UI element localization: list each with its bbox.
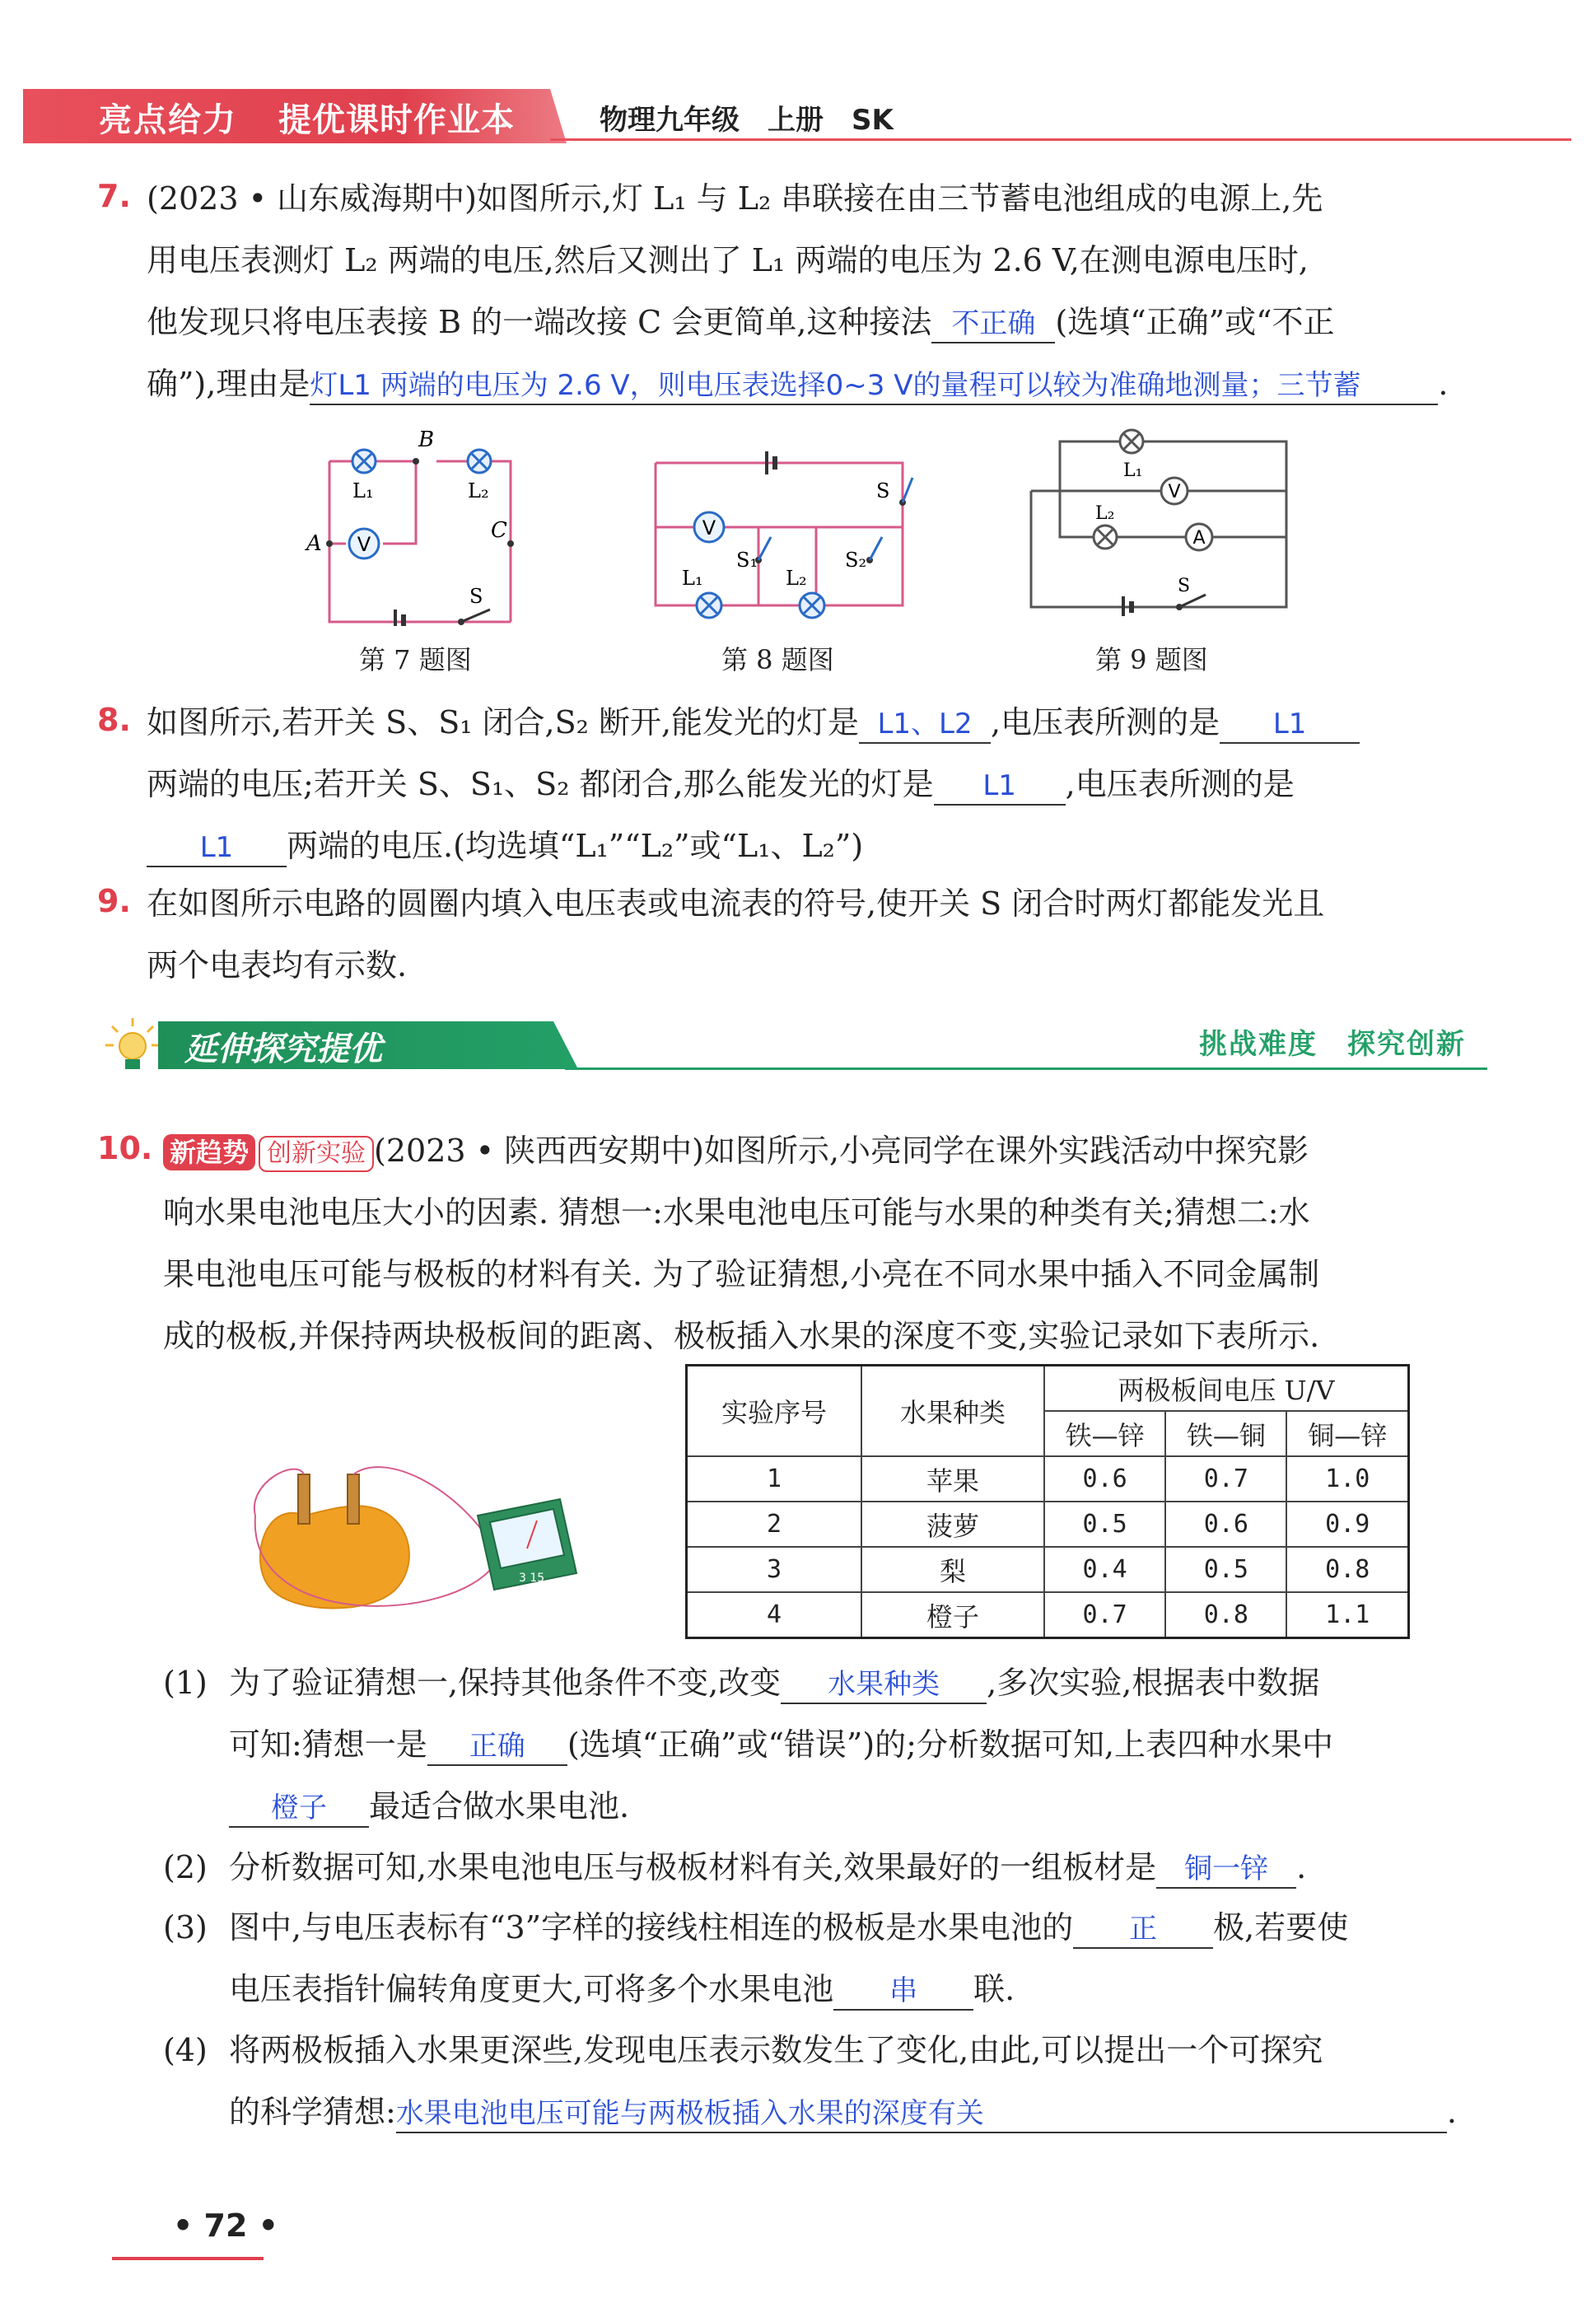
sub3-answer-2: 串 bbox=[833, 1973, 973, 2011]
page-number: • 72 • bbox=[173, 2207, 278, 2244]
header-brand: 亮点给力 bbox=[99, 101, 237, 139]
q8-line1-mid: ,电压表所测的是 bbox=[991, 704, 1220, 740]
row-value: 0.4 bbox=[1044, 1547, 1165, 1592]
s-label: S bbox=[876, 479, 890, 502]
sub2-answer: 铜一锌 bbox=[1156, 1851, 1296, 1889]
meter-a-label: A bbox=[1192, 528, 1206, 549]
figure-8-circuit bbox=[647, 445, 919, 626]
meter-v-label: V bbox=[1168, 482, 1181, 502]
q10-line3: 果电池电压可能与极板的材料有关. 为了验证猜想,小亮在不同水果中插入不同金属制 bbox=[163, 1256, 1320, 1292]
row-value: 0.6 bbox=[1165, 1502, 1286, 1547]
voltmeter-label: V bbox=[357, 533, 371, 556]
sub1-line3-post: 最适合做水果电池. bbox=[369, 1788, 630, 1824]
lamp-l2-icon bbox=[468, 450, 491, 473]
sub1-answer-2: 正确 bbox=[427, 1728, 567, 1766]
lamp-l2-icon bbox=[800, 593, 824, 618]
sub3-line1-post: 极,若要使 bbox=[1213, 1909, 1349, 1946]
q8-answer-4: L1 bbox=[147, 829, 287, 867]
table-row bbox=[687, 1502, 1409, 1547]
s-label: S bbox=[1178, 576, 1191, 596]
lamp-l2-icon bbox=[1094, 526, 1117, 549]
q10-number: 10. bbox=[97, 1130, 153, 1166]
footer-rule bbox=[112, 2257, 264, 2260]
point-a-label: A bbox=[306, 531, 322, 556]
header-subject: 物理九年级 上册 SK bbox=[600, 104, 894, 137]
q10-line1 bbox=[163, 1120, 1309, 1182]
sub1-tag: (1) bbox=[163, 1665, 208, 1701]
point-b-label: B bbox=[418, 427, 435, 452]
row-index: 3 bbox=[687, 1547, 862, 1592]
row-value: 0.8 bbox=[1286, 1547, 1408, 1592]
row-value: 0.6 bbox=[1044, 1456, 1165, 1502]
q7-line1: (2023 • 山东威海期中)如图所示,灯 L₁ 与 L₂ 串联接在由三节蓄电池组成的电源上,先 bbox=[147, 180, 1323, 217]
sub1-answer-3: 橙子 bbox=[229, 1790, 369, 1828]
q9-line2: 两个电表均有示数. bbox=[147, 947, 408, 983]
row-value: 0.7 bbox=[1165, 1456, 1286, 1502]
figure-7-circuit bbox=[296, 420, 544, 626]
electrode-2-icon bbox=[348, 1474, 359, 1524]
section-rule bbox=[565, 1067, 1487, 1070]
header-fruit: 水果种类 bbox=[861, 1366, 1044, 1457]
section-banner bbox=[104, 1016, 1487, 1076]
q7-line2: 用电压表测灯 L₂ 两端的电压,然后又测出了 L₁ 两端的电压为 2.6 V,在测电源电压时, bbox=[147, 242, 1309, 278]
q7-answer-1: 不正确 bbox=[931, 306, 1055, 343]
q8-line2-post: ,电压表所测的是 bbox=[1065, 766, 1295, 802]
sub1-line1-pre: 为了验证猜想一,保持其他条件不变,改变 bbox=[229, 1665, 782, 1701]
header-rule bbox=[550, 138, 1571, 141]
q8-line1-pre: 如图所示,若开关 S、S₁ 闭合,S₂ 断开,能发光的灯是 bbox=[147, 704, 860, 740]
header-cu-zn: 铜—锌 bbox=[1286, 1411, 1408, 1456]
row-fruit: 橙子 bbox=[861, 1592, 1044, 1638]
lamp-l1-icon bbox=[697, 593, 721, 618]
q8-answer-1: L1、L2 bbox=[859, 706, 991, 744]
results-table bbox=[685, 1364, 1410, 1639]
table-row bbox=[687, 1592, 1409, 1638]
l1-label: L₁ bbox=[352, 479, 374, 502]
sub2-post: . bbox=[1296, 1849, 1307, 1885]
q7-number: 7. bbox=[97, 178, 131, 214]
row-value: 0.9 bbox=[1286, 1502, 1408, 1547]
q7-line3-pre: 他发现只将电压表接 B 的一端改接 C 会更简单,这种接法 bbox=[147, 304, 932, 340]
sub3-line1-pre: 图中,与电压表标有“3”字样的接线柱相连的极板是水果电池的 bbox=[229, 1909, 1074, 1946]
sub4-line2 bbox=[229, 2081, 1457, 2143]
row-fruit: 梨 bbox=[861, 1547, 1044, 1592]
sub3-answer-1: 正 bbox=[1073, 1911, 1213, 1949]
section-tagline: 挑战难度 探究创新 bbox=[1199, 1028, 1466, 1061]
q7-line4 bbox=[147, 353, 1448, 415]
meter-terminal-label: 3 15 bbox=[519, 1572, 545, 1585]
row-value: 0.5 bbox=[1165, 1547, 1286, 1592]
q8-number: 8. bbox=[97, 702, 131, 738]
row-fruit: 菠萝 bbox=[861, 1502, 1044, 1547]
header-voltage: 两极板间电压 U/V bbox=[1044, 1366, 1409, 1412]
lightbulb-trophy-icon bbox=[104, 1016, 161, 1074]
row-index: 4 bbox=[687, 1592, 862, 1638]
row-value: 0.7 bbox=[1044, 1592, 1165, 1638]
header-fe-cu: 铁—铜 bbox=[1165, 1411, 1286, 1456]
sub3-line2 bbox=[229, 1959, 1015, 2020]
l1-label: L₁ bbox=[1123, 460, 1143, 481]
sub1-line2 bbox=[229, 1714, 1333, 1776]
sub2-pre: 分析数据可知,水果电池电压与极板材料有关,效果最好的一组板材是 bbox=[229, 1849, 1157, 1885]
sub1-line1-post: ,多次实验,根据表中数据 bbox=[987, 1665, 1320, 1701]
q7-line4-pre: 确”),理由是 bbox=[147, 366, 310, 402]
sub1-line3 bbox=[229, 1776, 629, 1838]
figure-9-circuit bbox=[1023, 422, 1295, 616]
sub3-line2-post: 联. bbox=[973, 1971, 1015, 2007]
table-row bbox=[687, 1547, 1409, 1592]
q7-line3-post: (选填“正确”或“不正 bbox=[1055, 304, 1335, 340]
s2-label: S₂ bbox=[845, 549, 867, 572]
row-value: 0.8 bbox=[1165, 1592, 1286, 1638]
sub4-tag: (4) bbox=[163, 2032, 208, 2068]
sub4-line1: 将两极板插入水果更深些,发现电压表示数发生了变化,由此,可以提出一个可探究 bbox=[229, 2032, 1323, 2068]
trend-badge: 新趋势 bbox=[163, 1134, 255, 1170]
q7-line3 bbox=[147, 292, 1335, 353]
lamp-l1-icon bbox=[1120, 430, 1143, 453]
q8-line2 bbox=[147, 754, 1295, 815]
switch-s-icon bbox=[899, 478, 912, 506]
q7-line4-post: . bbox=[1438, 366, 1449, 402]
point-c-label: C bbox=[491, 518, 507, 543]
page-header bbox=[23, 89, 1571, 143]
row-fruit: 苹果 bbox=[861, 1456, 1044, 1502]
battery-icon bbox=[395, 610, 404, 626]
q9-line1: 在如图所示电路的圆圈内填入电压表或电流表的符号,使开关 S 闭合时两灯都能发光且 bbox=[147, 885, 1325, 922]
row-value: 0.5 bbox=[1044, 1502, 1165, 1547]
orange-icon bbox=[260, 1506, 409, 1608]
row-index: 2 bbox=[687, 1502, 862, 1547]
row-value: 1.0 bbox=[1286, 1456, 1408, 1502]
lamp-l1-icon bbox=[352, 450, 376, 473]
header-fe-zn: 铁—锌 bbox=[1044, 1411, 1165, 1456]
sub3-line2-pre: 电压表指针偏转角度更大,可将多个水果电池 bbox=[229, 1971, 834, 2007]
s1-label: S₁ bbox=[736, 549, 758, 572]
electrode-1-icon bbox=[298, 1474, 310, 1524]
sub1-line1 bbox=[229, 1652, 1319, 1714]
fruit-battery-illustration bbox=[247, 1466, 593, 1614]
q10-line4: 成的极板,并保持两块极板间的距离、极板插入水果的深度不变,实验记录如下表所示. bbox=[163, 1318, 1320, 1354]
l2-label: L₂ bbox=[1095, 503, 1115, 524]
sub2-line bbox=[229, 1837, 1306, 1899]
q9-number: 9. bbox=[97, 883, 131, 919]
l2-label: L₂ bbox=[468, 479, 489, 502]
innovation-badge: 创新实验 bbox=[259, 1136, 374, 1172]
row-index: 1 bbox=[687, 1456, 862, 1502]
sub1-line2-pre: 可知:猜想一是 bbox=[229, 1726, 427, 1763]
sub1-line2-post: (选填“正确”或“错误”)的;分析数据可知,上表四种水果中 bbox=[567, 1726, 1334, 1763]
l1-label: L₁ bbox=[682, 567, 703, 590]
header-series: 提优课时作业本 bbox=[278, 101, 515, 139]
q7-answer-2: 灯L1 两端的电压为 2.6 V，则电压表选择0~3 V的量程可以较为准确地测量；三节蓄 bbox=[310, 367, 1438, 405]
q8-line3-post: 两端的电压.(均选填“L₁”“L₂”或“L₁、L₂”) bbox=[287, 828, 864, 864]
figure-8-caption: 第 8 题图 bbox=[721, 644, 834, 675]
sub4-line2-post: . bbox=[1446, 2094, 1457, 2130]
sub3-tag: (3) bbox=[163, 1909, 208, 1946]
section-title: 延伸探究提优 bbox=[184, 1030, 382, 1068]
l2-label: L₂ bbox=[786, 567, 807, 590]
sub1-answer-1: 水果种类 bbox=[781, 1666, 987, 1704]
sub3-line1 bbox=[229, 1897, 1348, 1959]
q10-line2: 响水果电池电压大小的因素. 猜想一:水果电池电压可能与水果的种类有关;猜想二:水 bbox=[163, 1194, 1310, 1231]
voltmeter-label: V bbox=[702, 516, 716, 540]
q8-line1 bbox=[147, 692, 1360, 754]
sub4-answer: 水果电池电压可能与两极板插入水果的深度有关 bbox=[396, 2095, 1447, 2133]
q10-line1-text: (2023 • 陕西西安期中)如图所示,小亮同学在课外实践活动中探究影 bbox=[374, 1133, 1309, 1169]
switch-s2-icon bbox=[866, 537, 882, 563]
q8-line3 bbox=[147, 815, 863, 877]
row-value: 1.1 bbox=[1286, 1592, 1408, 1638]
q8-answer-2: L1 bbox=[1220, 706, 1360, 744]
figure-9-caption: 第 9 题图 bbox=[1095, 644, 1208, 675]
sub2-tag: (2) bbox=[163, 1849, 208, 1885]
voltmeter-device-icon bbox=[478, 1499, 576, 1590]
q8-line2-pre: 两端的电压;若开关 S、S₁、S₂ 都闭合,那么能发光的灯是 bbox=[147, 766, 934, 802]
header-index: 实验序号 bbox=[687, 1366, 862, 1457]
q8-answer-3: L1 bbox=[934, 768, 1066, 806]
table-row bbox=[687, 1456, 1409, 1502]
sub4-line2-pre: 的科学猜想: bbox=[229, 2094, 396, 2130]
figure-7-caption: 第 7 题图 bbox=[359, 644, 472, 675]
s-label: S bbox=[469, 585, 483, 608]
